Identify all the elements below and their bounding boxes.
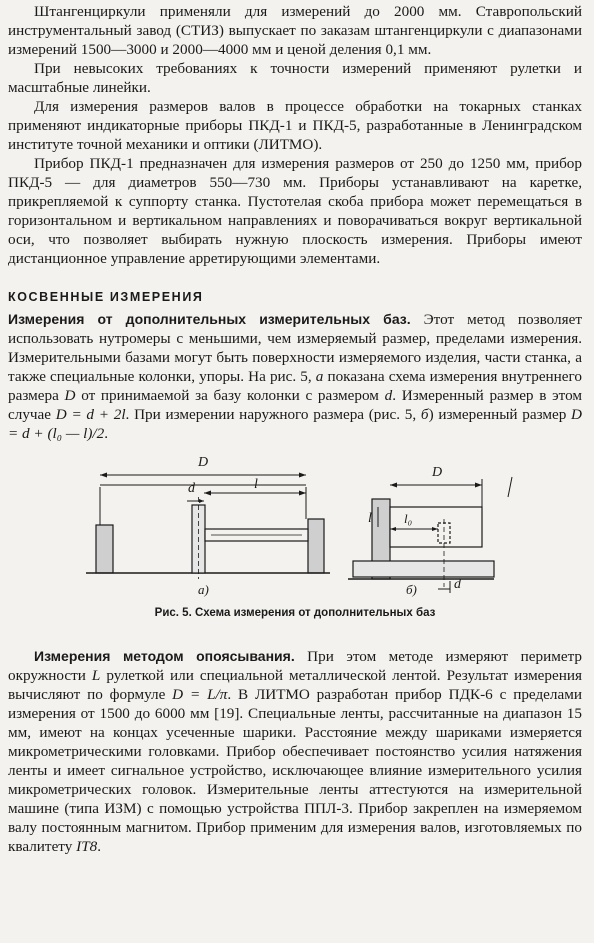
formula-girth: D = L/π <box>172 686 228 703</box>
paragraph-girth-method: Измерения методом опоясывания. При этом методе измеряют периметр окружности L рулеткой или специальной металлической лентой. Результат измерения вычисляют по формуле D = L/π. В ЛИТМО разработан прибор ПДК-6 с пределами измерения от 1500 до 6000 мм [19]. Специальные ленты, рассчитанные на диапазон 15 мм, имеют на концах усеченные шарики. Расстояние между шариками измеряется микрометрическими головками. Прибор обеспечивает постоянство усилия натяжения ленты и имеет сигнальное устройство, исключающее влияние измерительного усилия микрометрических головок. Измерительные ленты аттестуются на измерительной машине (типа ИЗМ) с помощью устройства ППЛ-3. Прибор закреплен на измеряемом валу постоянным магнитом. Прибор применим для измерения валов, изготовляемых по квалитету IT8. <box>8 648 582 855</box>
paragraph-pkd1: Прибор ПКД-1 предназначен для измерения размеров от 250 до 1250 мм, прибор ПКД-5 — для диаметров 550—730 мм. Приборы устанавливают на каретке, прикрепляемой к суппорту станка. Пустотелая скоба прибора может перемещаться в горизонтальном и вертикальном направлениях и поворачиваться вокруг вертикальной оси, что позволяет выбирать нужную плоскость измерения. Приборы имеют дистанционное управление арретирующими элементами. <box>8 155 582 267</box>
figure-caption: Рис. 5. Схема измерения от дополнительных баз <box>154 607 436 619</box>
label-l-b: l <box>368 511 372 526</box>
workpiece-left-wall <box>96 525 113 573</box>
label-D-a: D <box>198 455 209 470</box>
formula-inner: D = d + 2l <box>55 406 126 423</box>
figure-5 <box>8 449 582 599</box>
paragraph-tapes: При невысоких требованиях к точности измерений применяют рулетки и масштабные линейки. <box>8 60 582 96</box>
label-D-b: D <box>432 465 443 480</box>
label-sub-b: б) <box>406 582 417 597</box>
section-heading: КОСВЕННЫЕ ИЗМЕРЕНИЯ <box>8 290 204 304</box>
diagram-b <box>348 477 512 593</box>
paragraph-lead: Измерения от дополнительных измерительных баз. <box>8 311 411 327</box>
label-sub-a: а) <box>198 582 209 597</box>
paragraph-calipers: Штангенциркули применяли для измерений до 2000 мм. Ставропольский инструментальный завод (СТИЗ) выпускает по заказам штангенциркули с диапазонами измерений 1500—3000 и 2000—4000 мм и ценой деления 0,1 мм. <box>8 3 582 58</box>
label-l-a: l <box>254 477 258 492</box>
diagram-a <box>86 473 330 580</box>
paragraph-additional-bases: Измерения от дополнительных измерительных баз. Этот метод позволяет использовать нутромеры с меньшими, чем измеряемый размер, пределами измерения. Измерительными базами могут быть поверхности измеряемого изделия, части станка, а также специальные колонки, упоры. На рис. 5, а показана схема измерения внутреннего размера D от принимаемой за базу колонки с размером d. Измеренный размер в этом случае D = d + 2l. При измерении наружного размера (рис. 5, б) измеренный размер D = d + (l₀ — l)/2. <box>8 311 583 442</box>
paragraph-lead: Измерения методом опоясывания. <box>34 648 295 664</box>
label-d-b: d <box>454 577 461 592</box>
figure-diagram <box>8 449 582 599</box>
formula-outer: D = d + (l₀ — l)/2 <box>8 406 583 442</box>
base-plate-b <box>353 561 494 577</box>
paragraph-indicator-devices: Для измерения размеров валов в процессе обработки на токарных станках применяют индикаторные приборы ПКД-1 и ПКД-5, разработанные в Ленинградском институте точной механики и оптики (ЛИТМО). <box>8 98 582 153</box>
label-d-a: d <box>188 481 195 496</box>
workpiece-right-wall <box>308 519 324 573</box>
label-l0-b: l₀ <box>404 511 413 526</box>
